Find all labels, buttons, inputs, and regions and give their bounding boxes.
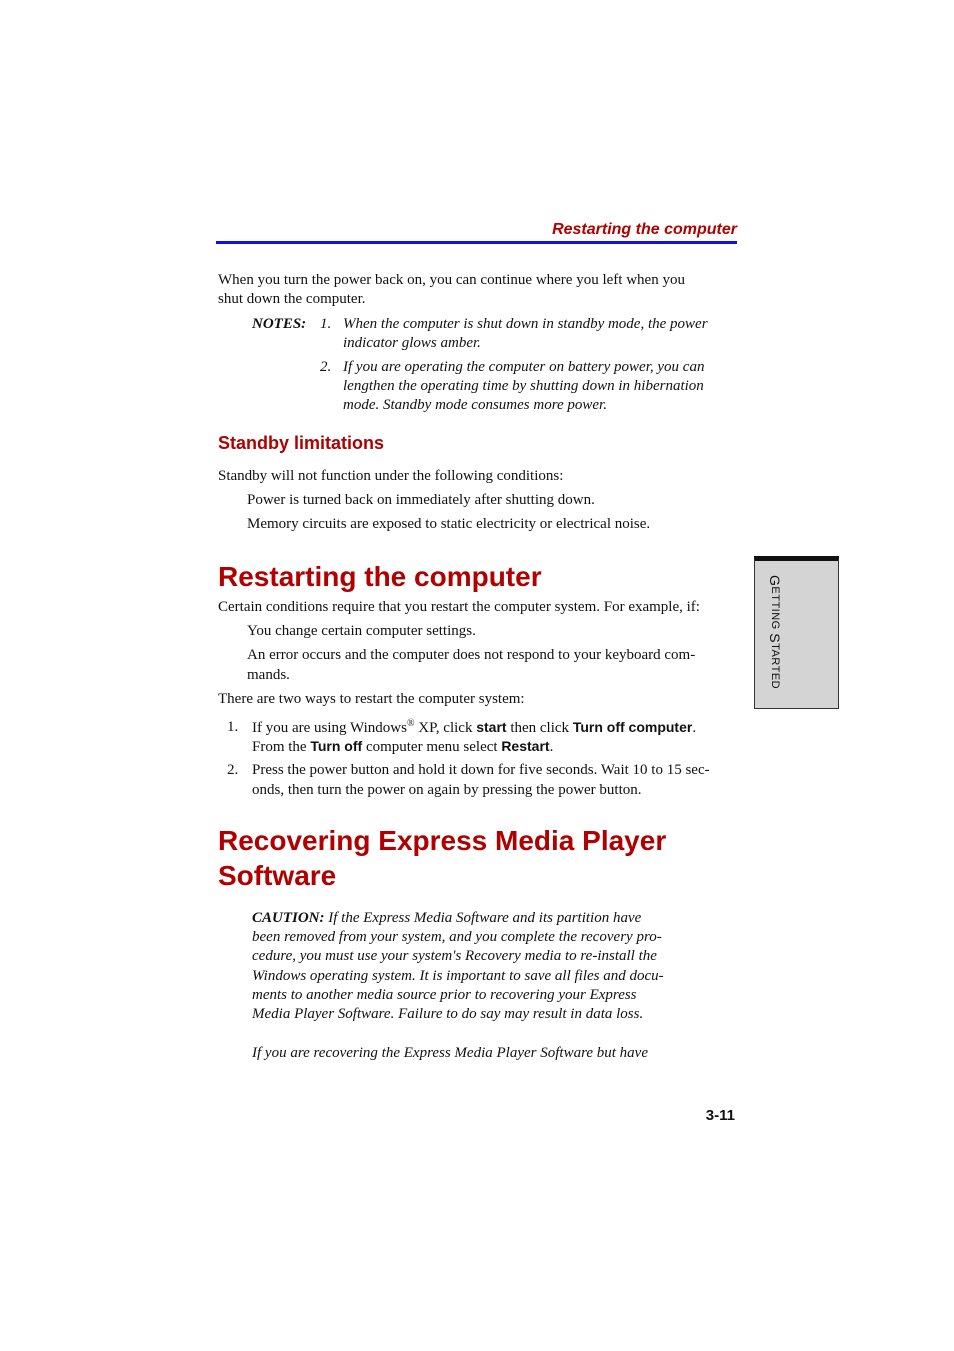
condition-2-line-2: mands. <box>247 667 290 683</box>
note-2-line-2: lengthen the operating time by shutting down in hibernation <box>343 378 704 394</box>
step-1-text-c: then click <box>506 720 573 736</box>
side-tab-tarted: TARTED <box>769 643 781 690</box>
step-1-text-b: XP, click <box>414 720 477 736</box>
note-1-line-1: When the computer is shut down in standby mode, the power <box>343 316 708 332</box>
side-tab-etting: ETTING <box>769 586 781 634</box>
condition-1: You change certain computer settings. <box>247 623 476 639</box>
step-1-text-e: From the <box>252 739 311 755</box>
restarting-intro: Certain conditions require that you restart the computer system. For example, if: <box>218 599 700 615</box>
caution-line-6: Media Player Software. Failure to do say may result in data loss. <box>252 1006 644 1022</box>
restart-keyword: Restart <box>501 738 550 754</box>
step-1-text-g: . <box>549 739 554 755</box>
step-1-line-2 <box>252 737 553 757</box>
side-tab-label <box>767 575 783 689</box>
side-tab-s: S <box>767 633 783 644</box>
caution-line-3: cedure, you must use your system's Recovery media to re-install the <box>252 948 657 964</box>
turn-off-keyword: Turn off <box>310 738 363 754</box>
step-2-line-1: Press the power button and hold it down for five seconds. Wait 10 to 15 sec- <box>252 762 710 778</box>
caution-label: CAUTION: <box>252 910 325 926</box>
step-1-text-d: . <box>692 720 697 736</box>
condition-2-line-1: An error occurs and the computer does not respond to your keyboard com- <box>247 647 696 663</box>
step-1-text-f: computer menu select <box>362 739 502 755</box>
note-1-number: 1. <box>320 316 332 332</box>
step-1-line-1 <box>252 718 696 738</box>
caution-line-4: Windows operating system. It is important to save all files and docu- <box>252 968 664 984</box>
note-2-line-3: mode. Standby mode consumes more power. <box>343 397 607 413</box>
running-header: Restarting the computer <box>552 221 737 238</box>
recovering-heading-line-2: Software <box>218 860 337 891</box>
note-1-line-2: indicator glows amber. <box>343 335 481 351</box>
caution-text-1: If the Express Media Software and its partition have <box>324 910 642 926</box>
notes-label: NOTES: <box>252 316 307 332</box>
caution-line-5: ments to another media source prior to recovering your Express <box>252 987 637 1003</box>
standby-item-1: Power is turned back on immediately after shutting down. <box>247 492 595 508</box>
standby-intro: Standby will not function under the following conditions: <box>218 468 564 484</box>
caution-tail: If you are recovering the Express Media Player Software but have <box>252 1045 648 1061</box>
standby-heading: Standby limitations <box>218 433 385 453</box>
registered-mark: ® <box>406 718 415 729</box>
recovering-heading-line-1: Recovering Express Media Player <box>218 825 667 856</box>
standby-item-2: Memory circuits are exposed to static electricity or electrical noise. <box>247 516 651 532</box>
step-2-line-2: onds, then turn the power on again by pressing the power button. <box>252 782 642 798</box>
intro-line-1: When you turn the power back on, you can continue where you left when you <box>218 272 685 288</box>
intro-line-2: shut down the computer. <box>218 291 366 307</box>
step-2-number: 2. <box>227 762 239 778</box>
caution-line-1 <box>252 909 641 928</box>
note-2-line-1: If you are operating the computer on battery power, you can <box>343 359 705 375</box>
turn-off-computer-keyword: Turn off computer <box>572 719 693 735</box>
start-keyword: start <box>476 719 507 735</box>
ways-intro: There are two ways to restart the computer system: <box>218 691 525 707</box>
step-1-text-a: If you are using Windows <box>252 720 407 736</box>
caution-line-2: been removed from your system, and you complete the recovery pro- <box>252 929 662 945</box>
chapter-side-tab <box>754 556 839 709</box>
note-2-number: 2. <box>320 359 332 375</box>
step-1-number: 1. <box>227 719 239 735</box>
restarting-heading: Restarting the computer <box>218 561 542 592</box>
page-number: 3-11 <box>705 1107 735 1124</box>
side-tab-g: G <box>767 575 783 587</box>
header-rule <box>216 241 737 244</box>
